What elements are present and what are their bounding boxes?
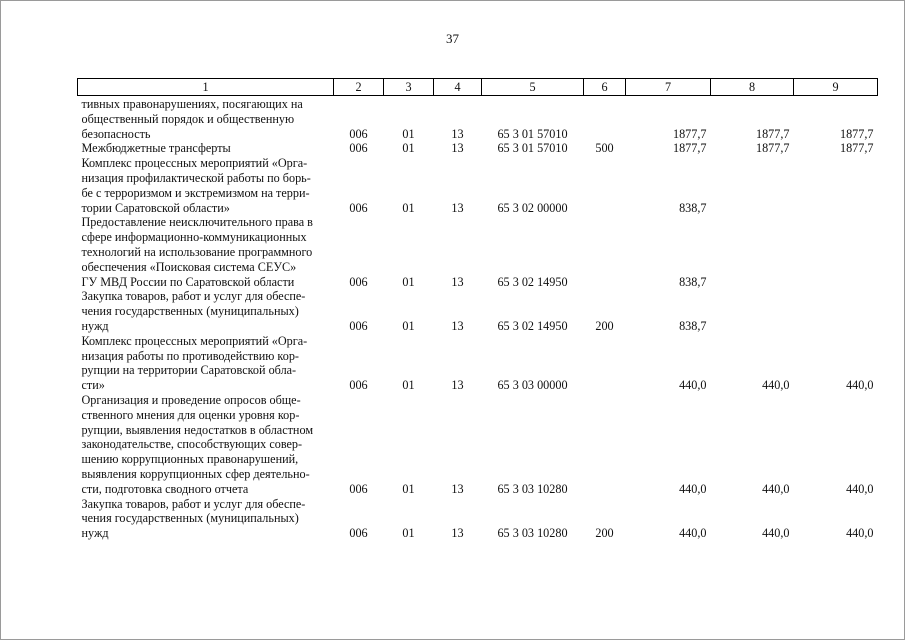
description-line: Организация и проведение опросов обще- [81,392,301,407]
cell-c7: 838,7 [679,200,707,215]
cell-c4: 13 [451,318,464,333]
row-description [78,96,334,142]
cell-c2: 006 [349,200,368,215]
budget-table [77,78,878,541]
description-line: тории Саратовской области» [81,200,230,215]
description-line: Комплекс процессных мероприятий «Орга- [81,333,308,348]
cell-c9: 1877,7 [839,126,874,141]
description-line: общественный порядок и общественную [81,111,295,126]
table-row [78,497,878,541]
description-line: чения государственных (муниципальных) [81,304,299,319]
cell-c8 [711,289,794,333]
cell-c4: 13 [451,481,464,496]
column-header: 2 [334,79,384,96]
cell-c6 [584,334,626,393]
description-line: нужд [81,526,109,541]
column-header: 9 [794,79,878,96]
page-number: 37 [446,31,459,46]
cell-c2: 006 [349,126,368,141]
cell-c7: 838,7 [679,318,707,333]
cell-c2: 006 [349,378,368,393]
description-line: Предоставление неисключительного права в [81,215,313,230]
description-line: Межбюджетные трансферты [81,141,231,156]
cell-c7: 440,0 [679,378,707,393]
description-line: Закупка товаров, работ и услуг для обеспе- [81,289,306,304]
cell-c9 [794,215,878,289]
cell-c6 [584,215,626,289]
cell-c7: 1877,7 [672,126,707,141]
description-line: ГУ МВД России по Саратовской области [81,274,295,289]
cell-c6: 200 [595,526,614,541]
description-line: ственного мнения для оценки уровня кор- [81,407,300,422]
cell-c3: 01 [402,318,415,333]
table-row [78,215,878,289]
table-row [78,141,878,156]
table-body [78,96,878,541]
description-line: низация работы по противодействию кор- [81,348,299,363]
cell-c3: 01 [402,378,415,393]
cell-c5: 65 3 01 57010 [497,126,568,141]
cell-c3: 01 [402,126,415,141]
cell-c6 [584,96,626,142]
row-description [78,393,334,497]
cell-c4: 13 [451,126,464,141]
cell-c3: 01 [402,526,415,541]
table-row [78,393,878,497]
cell-c5: 65 3 01 57010 [497,141,568,156]
cell-c6: 200 [595,318,614,333]
table-row [78,156,878,215]
table-header-row [78,79,878,96]
cell-c4: 13 [451,141,464,156]
description-line: безопасность [81,126,151,141]
cell-c2: 006 [349,481,368,496]
cell-c9: 440,0 [846,526,874,541]
description-line: чения государственных (муниципальных) [81,511,299,526]
row-description [78,156,334,215]
description-line: выявления коррупционных сфер деятельно- [81,466,310,481]
cell-c9: 440,0 [846,378,874,393]
cell-c2: 006 [349,318,368,333]
cell-c5: 65 3 03 10280 [497,481,568,496]
cell-c6 [584,156,626,215]
table-row [78,96,878,142]
description-line: Закупка товаров, работ и услуг для обеспе- [81,496,306,511]
cell-c8: 1877,7 [755,126,790,141]
description-line: шению коррупционных правонарушений, [81,452,299,467]
cell-c7: 440,0 [679,526,707,541]
row-description [78,289,334,333]
row-description [78,334,334,393]
cell-c6: 500 [595,141,614,156]
description-line: рупции на территории Саратовской обла- [81,363,297,378]
description-line: обеспечения «Поисковая система СЕУС» [81,259,297,274]
table-row [78,289,878,333]
cell-c9: 440,0 [846,481,874,496]
column-header: 3 [384,79,434,96]
cell-c3: 01 [402,200,415,215]
cell-c8: 440,0 [762,378,790,393]
cell-c2: 006 [349,274,368,289]
column-header: 7 [626,79,711,96]
description-line: законодательстве, способствующих совер- [81,437,303,452]
cell-c8: 1877,7 [755,141,790,156]
cell-c6 [584,393,626,497]
cell-c8: 440,0 [762,481,790,496]
cell-c5: 65 3 03 00000 [497,378,568,393]
row-description [78,215,334,289]
cell-c3: 01 [402,481,415,496]
cell-c3: 01 [402,141,415,156]
cell-c8 [711,156,794,215]
cell-c7: 1877,7 [672,141,707,156]
column-header: 6 [584,79,626,96]
description-line: тивных правонарушениях, посягающих на [81,97,303,111]
cell-c4: 13 [451,200,464,215]
cell-c4: 13 [451,274,464,289]
description-line: Комплекс процессных мероприятий «Орга- [81,156,308,171]
description-line: бе с терроризмом и экстремизмом на терри- [81,185,310,200]
column-header: 1 [78,79,334,96]
cell-c9: 1877,7 [839,141,874,156]
column-header: 5 [482,79,584,96]
cell-c5: 65 3 02 14950 [497,318,568,333]
table-row [78,334,878,393]
row-description [78,141,334,156]
cell-c7: 838,7 [679,274,707,289]
cell-c8 [711,215,794,289]
cell-c2: 006 [349,526,368,541]
cell-c5: 65 3 03 10280 [497,526,568,541]
cell-c7: 440,0 [679,481,707,496]
row-description [78,497,334,541]
cell-c4: 13 [451,378,464,393]
column-header: 8 [711,79,794,96]
description-line: сфере информационно-коммуникационных [81,230,307,245]
column-header: 4 [434,79,482,96]
cell-c5: 65 3 02 14950 [497,274,568,289]
description-line: технологий на использование программного [81,244,313,259]
cell-c2: 006 [349,141,368,156]
cell-c3: 01 [402,274,415,289]
cell-c5: 65 3 02 00000 [497,200,568,215]
description-line: низация профилактической работы по борь- [81,170,311,185]
description-line: сти» [81,378,105,393]
cell-c4: 13 [451,526,464,541]
description-line: нужд [81,318,109,333]
description-line: сти, подготовка сводного отчета [81,481,249,496]
cell-c8: 440,0 [762,526,790,541]
cell-c9 [794,156,878,215]
description-line: рупции, выявления недостатков в областном [81,422,314,437]
cell-c9 [794,289,878,333]
